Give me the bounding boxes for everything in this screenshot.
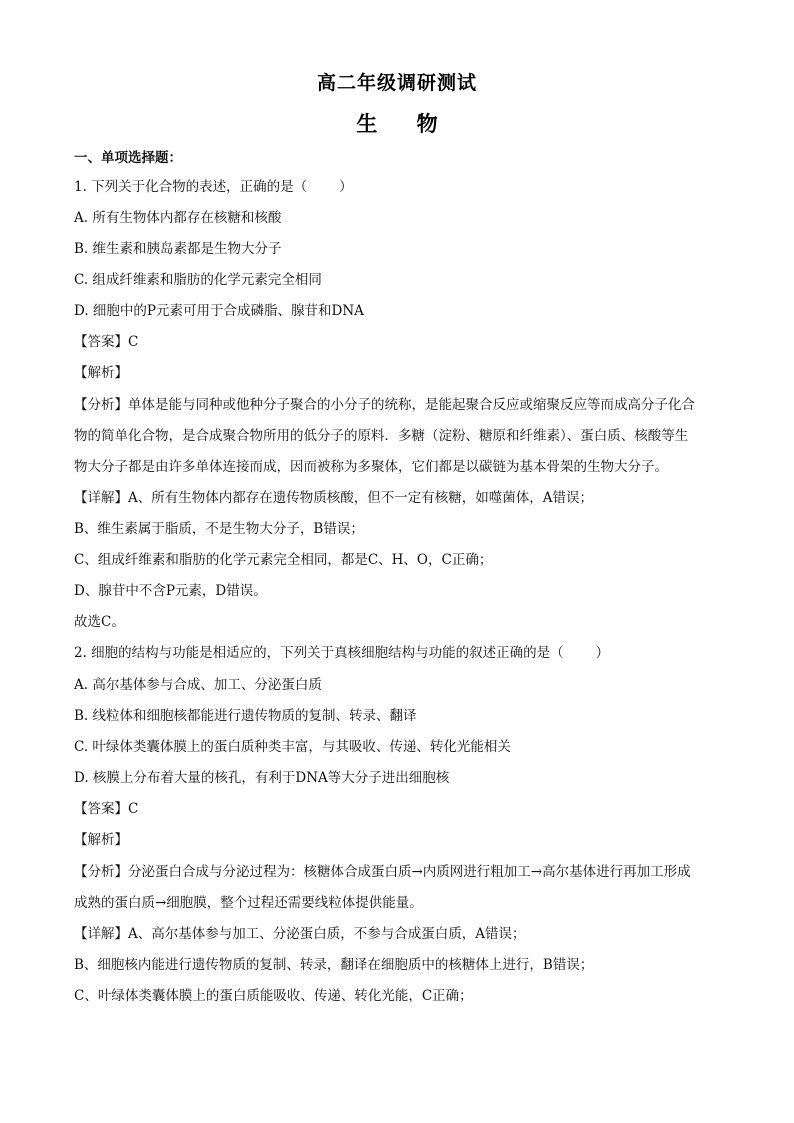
q1-analysis-tag: 【解析】 [74,365,128,381]
xiangjie-text: A、所有生物体内都存在遗传物质核酸，但不一定有核糖，如噬菌体，A错误； [128,490,593,506]
q1-fenxi-line-1 [74,395,724,415]
xiangjie-tag: 【详解】 [74,490,128,506]
q1-fenxi-line-3: 物大分子都是由许多单体连接而成，因而被称为多聚体，它们都是以碳链为基本骨架的生物大分子。 [74,459,668,475]
q1-fenxi-line-2: 物的简单化合物，是合成聚合物所用的低分子的原料．多糖（淀粉、糖原和纤维素）、蛋白质、核酸等生 [74,428,689,444]
question-2-text: 2. 细胞的结构与功能是相适应的，下列关于真核细胞结构与功能的叙述正确的是（ [74,645,564,661]
question-2-stem [74,643,724,663]
q2-answer [74,799,724,819]
q1-conclusion: 故选C。 [74,614,125,630]
q1-option-d: D. 细胞中的P元素可用于合成磷脂、腺苷和DNA [74,303,364,319]
q1-xiangjie-line-3: C、组成纤维素和脂肪的化学元素完全相同，都是C、H、O，C正确； [74,552,493,568]
fenxi-text: 分泌蛋白合成与分泌过程为：核糖体合成蛋白质→内质网进行粗加工→高尔基体进行再加工形成 [128,864,691,880]
question-1-stem [74,177,724,197]
subject-title: 生 物 [356,112,454,136]
q1-xiangjie-line-2: B、维生素属于脂质，不是生物大分子，B错误； [74,521,364,537]
page-title: 高二年级调研测试 [316,72,477,94]
q1-option-c: C. 组成纤维素和脂肪的化学元素完全相同 [74,272,322,288]
q2-option-c: C. 叶绿体类囊体膜上的蛋白质种类丰富，与其吸收、传递、转化光能相关 [74,739,511,755]
fenxi-tag: 【分析】 [74,397,128,413]
q2-option-a: A. 高尔基体参与合成、加工、分泌蛋白质 [74,677,322,693]
q1-answer [74,332,724,352]
q2-option-d: D. 核膜上分布着大量的核孔，有利于DNA等大分子进出细胞核 [74,770,450,786]
q1-option-b: B. 维生素和胰岛素都是生物大分子 [74,241,282,257]
q2-fenxi-line-1 [74,862,724,882]
q2-xiangjie-line-1 [74,924,724,944]
q2-xiangjie-line-3: C、叶绿体类囊体膜上的蛋白质能吸收、传递、转化光能，C正确； [74,988,473,1004]
q1-xiangjie-line-1 [74,488,724,508]
question-1-close: ） [339,179,353,195]
xiangjie-tag: 【详解】 [74,926,128,942]
answer-tag: 【答案】 [74,801,128,817]
q1-xiangjie-line-4: D、腺苷中不含P元素，D错误。 [74,583,267,599]
fenxi-text: 单体是能与同种或他种分子聚合的小分子的统称，是能起聚合反应或缩聚反应等而成高分子化合 [128,397,695,413]
section-heading: 一、单项选择题： [74,150,182,166]
fenxi-tag: 【分析】 [74,864,128,880]
xiangjie-text: A、高尔基体参与加工、分泌蛋白质，不参与合成蛋白质，A错误； [128,926,526,942]
answer-value: C [128,334,139,350]
question-1-text: 1. 下列关于化合物的表述，正确的是（ [74,179,308,195]
answer-value: C [128,801,139,817]
q2-analysis-tag: 【解析】 [74,832,128,848]
q1-option-a: A. 所有生物体内都存在核糖和核酸 [74,210,282,226]
question-2-close: ） [595,645,610,661]
answer-tag: 【答案】 [74,334,128,350]
q2-xiangjie-line-2: B、细胞核内能进行遗传物质的复制、转录，翻译在细胞质中的核糖体上进行，B错误； [74,957,594,973]
q2-option-b: B. 线粒体和细胞核都能进行遗传物质的复制、转录、翻译 [74,708,417,724]
q2-fenxi-line-2: 成熟的蛋白质→细胞膜，整个过程还需要线粒体提供能量。 [74,895,423,911]
